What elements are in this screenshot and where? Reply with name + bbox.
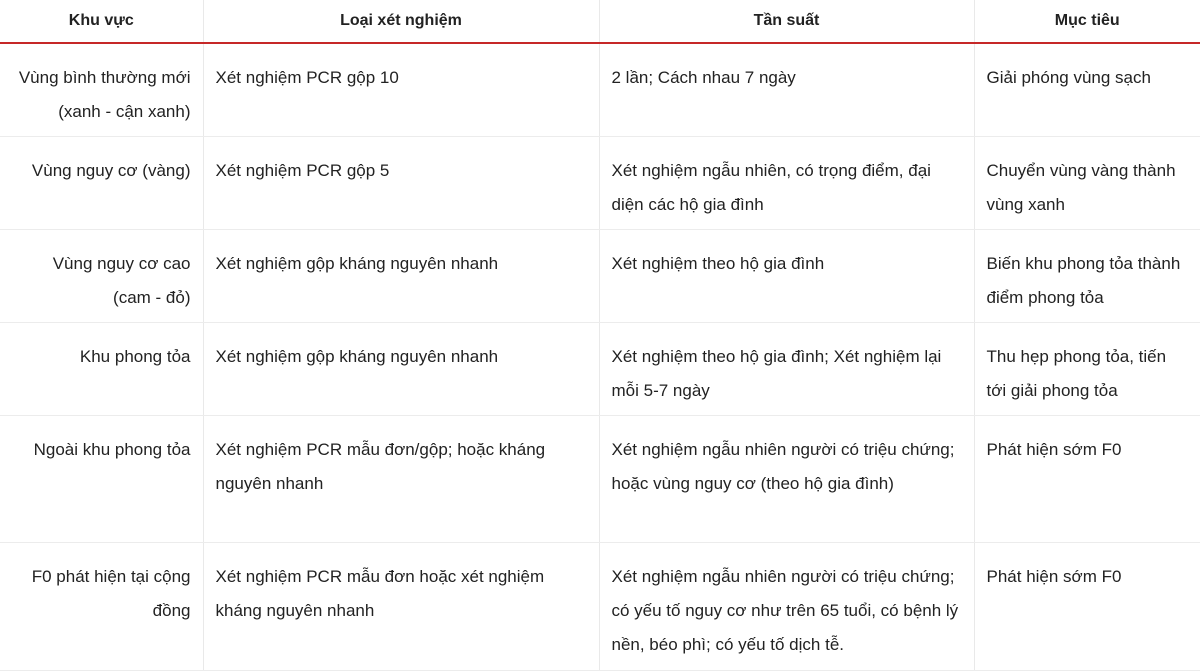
cell-test-type: Xét nghiệm PCR gộp 10 — [203, 43, 599, 136]
cell-area: Ngoài khu phong tỏa — [0, 415, 203, 542]
cell-test-type: Xét nghiệm PCR mẫu đơn hoặc xét nghiệm kháng nguyên nhanh — [203, 542, 599, 670]
cell-frequency: Xét nghiệm theo hộ gia đình; Xét nghiệm lại mỗi 5-7 ngày — [599, 322, 974, 415]
cell-frequency: Xét nghiệm ngẫu nhiên người có triệu chứng; có yếu tố nguy cơ như trên 65 tuổi, có bệnh lý nền, béo phì; có yếu tố dịch tễ. — [599, 542, 974, 670]
cell-test-type: Xét nghiệm gộp kháng nguyên nhanh — [203, 322, 599, 415]
table-row — [0, 136, 1200, 229]
table-row — [0, 322, 1200, 415]
cell-goal: Thu hẹp phong tỏa, tiến tới giải phong tỏa — [974, 322, 1200, 415]
cell-area: Vùng bình thường mới (xanh - cận xanh) — [0, 43, 203, 136]
cell-test-type: Xét nghiệm gộp kháng nguyên nhanh — [203, 229, 599, 322]
cell-frequency: Xét nghiệm ngẫu nhiên người có triệu chứng; hoặc vùng nguy cơ (theo hộ gia đình) — [599, 415, 974, 542]
cell-goal: Phát hiện sớm F0 — [974, 415, 1200, 542]
cell-goal: Phát hiện sớm F0 — [974, 542, 1200, 670]
cell-area: Vùng nguy cơ cao (cam - đỏ) — [0, 229, 203, 322]
table-body — [0, 43, 1200, 670]
cell-goal: Chuyển vùng vàng thành vùng xanh — [974, 136, 1200, 229]
table-row — [0, 229, 1200, 322]
table-row — [0, 415, 1200, 542]
header-row — [0, 0, 1200, 43]
header-area: Khu vực — [0, 0, 203, 43]
header-test-type: Loại xét nghiệm — [203, 0, 599, 43]
cell-frequency: Xét nghiệm theo hộ gia đình — [599, 229, 974, 322]
header-frequency: Tần suất — [599, 0, 974, 43]
cell-frequency: 2 lần; Cách nhau 7 ngày — [599, 43, 974, 136]
cell-test-type: Xét nghiệm PCR mẫu đơn/gộp; hoặc kháng nguyên nhanh — [203, 415, 599, 542]
table-row — [0, 43, 1200, 136]
cell-test-type: Xét nghiệm PCR gộp 5 — [203, 136, 599, 229]
table-header — [0, 0, 1200, 43]
cell-area: Khu phong tỏa — [0, 322, 203, 415]
cell-goal: Biến khu phong tỏa thành điểm phong tỏa — [974, 229, 1200, 322]
cell-goal: Giải phóng vùng sạch — [974, 43, 1200, 136]
table-row — [0, 542, 1200, 670]
cell-area: Vùng nguy cơ (vàng) — [0, 136, 203, 229]
header-goal: Mục tiêu — [974, 0, 1200, 43]
cell-area: F0 phát hiện tại cộng đồng — [0, 542, 203, 670]
cell-frequency: Xét nghiệm ngẫu nhiên, có trọng điểm, đại diện các hộ gia đình — [599, 136, 974, 229]
